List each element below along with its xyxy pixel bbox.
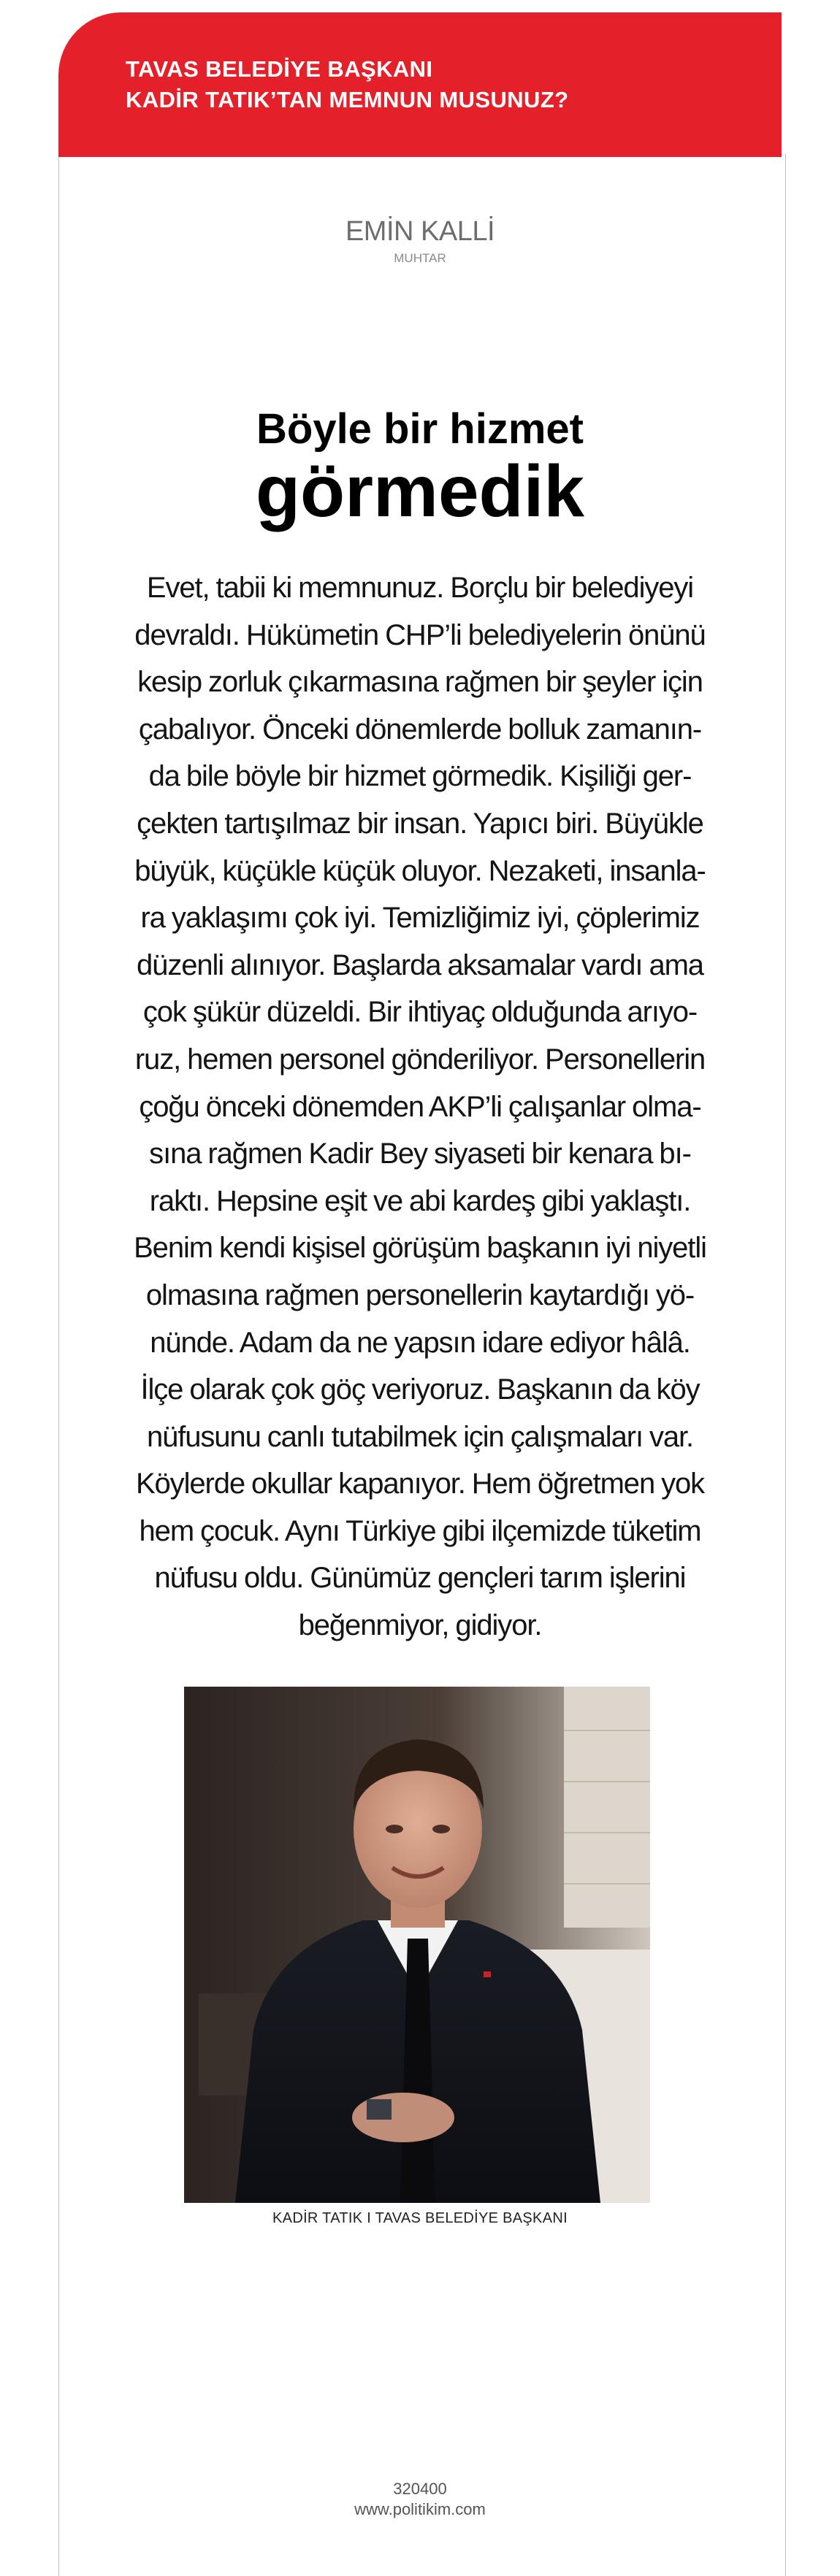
body-line: kesip zorluk çıkarmasına rağmen bir şeyler için <box>137 666 703 699</box>
headline-line-1: Böyle bir hizmet <box>256 405 584 453</box>
footer-code: 320400 <box>393 2480 447 2498</box>
body-line: İlçe olarak çok göç veriyoruz. Başkanın da köy <box>140 1373 700 1406</box>
body-line: devraldı. Hükümetin CHP’li belediyelerin önünü <box>134 618 706 651</box>
body-line: çok şükür düzeldi. Bir ihtiyaç olduğunda arıyo- <box>142 996 698 1029</box>
body-line: ra yaklaşımı çok iyi. Temizliğimiz iyi, çöplerimiz <box>140 902 700 935</box>
body-line: Evet, tabii ki memnunuz. Borçlu bir belediyeyi <box>146 572 694 604</box>
author-block <box>0 215 840 267</box>
headline-line-2: görmedik <box>255 451 585 532</box>
body-line: düzenli alınıyor. Başlarda aksamalar vardı ama <box>137 948 703 981</box>
body-line: beğenmiyor, gidiyor. <box>298 1609 542 1642</box>
body-line: Köylerde okullar kapanıyor. Hem öğretmen yok <box>135 1468 705 1500</box>
article-body <box>110 564 730 1649</box>
body-line: çekten tartışılmaz bir insan. Yapıcı biri. Büyükle <box>137 807 703 840</box>
photo-caption: KADİR TATIK I TAVAS BELEDİYE BAŞKANI <box>272 2210 568 2226</box>
body-line: Benim kendi kişisel görüşüm başkanın iyi niyetli <box>134 1232 706 1265</box>
body-line: da bile böyle bir hizmet görmedik. Kişiliği ger- <box>148 760 692 793</box>
body-line: nüfusu oldu. Günümüz gençleri tarım işlerini <box>154 1562 686 1595</box>
body-line: olmasına rağmen personellerin kaytardığı yö- <box>145 1279 695 1311</box>
body-line: çoğu önceki dönemden AKP’li çalışanlar olma- <box>139 1090 701 1123</box>
author-name: EMİN KALLİ <box>345 216 495 247</box>
body-line: çabalıyor. Önceki dönemlerde bolluk zamanın- <box>138 713 702 745</box>
body-line: hem çocuk. Aynı Türkiye gibi ilçemizde tüketim <box>139 1514 701 1547</box>
article-headline <box>0 405 840 531</box>
page-footer <box>0 2479 840 2520</box>
body-line: raktı. Hepsine eşit ve abi kardeş gibi yaklaştı. <box>149 1184 691 1217</box>
banner-title-line-2: KADİR TATIK’TAN MEMNUN MUSUNUZ? <box>126 87 569 112</box>
author-role: MUHTAR <box>394 251 446 265</box>
body-line: nünde. Adam da ne yapsın idare ediyor hâlâ. <box>150 1326 690 1359</box>
footer-website: www.politikim.com <box>354 2500 486 2518</box>
body-line: ruz, hemen personel gönderiliyor. Personellerin <box>134 1043 706 1076</box>
banner-title-line-1: TAVAS BELEDİYE BAŞKANI <box>126 56 433 82</box>
portrait-photo <box>184 1687 650 2203</box>
body-line: sına rağmen Kadir Bey siyaseti bir kenara bı- <box>149 1138 691 1170</box>
body-line: büyük, küçükle küçük oluyor. Nezaketi, insanla- <box>134 854 706 887</box>
header-banner <box>58 12 782 157</box>
body-line: nüfusunu canlı tutabilmek için çalışmaları var. <box>146 1420 694 1453</box>
